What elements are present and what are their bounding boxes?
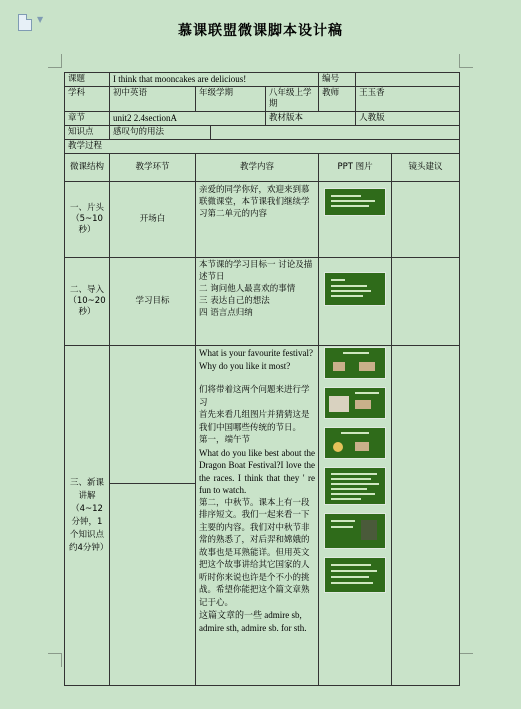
- content-line: What is your favourite festival?: [199, 348, 313, 358]
- row-content: [196, 258, 319, 346]
- subject-value: 初中英语: [110, 87, 196, 112]
- row-content: 亲爱的同学你好，欢迎来到慕联微课堂，本节课我们继续学习第二单元的内容: [196, 182, 319, 258]
- header-ppt: PPT 图片: [319, 154, 392, 182]
- topic-label: 课题: [65, 73, 110, 87]
- knowledge-value: 感叹句的用法: [110, 126, 211, 140]
- slide-preview: [324, 513, 386, 549]
- edition-value: 人教版: [356, 112, 460, 126]
- row-camera: [392, 258, 460, 346]
- knowledge-empty: [211, 126, 460, 140]
- script-table: [64, 72, 460, 686]
- row-phase: 学习目标: [110, 258, 196, 346]
- chapter-value: unit2 2.4sectionA: [110, 112, 266, 126]
- subject-label: 学科: [65, 87, 110, 112]
- topic-row: [65, 73, 460, 87]
- slide-preview: [324, 557, 386, 593]
- table-row: [65, 258, 460, 346]
- crop-mark: [459, 54, 473, 68]
- crop-mark: [459, 653, 473, 667]
- teacher-label: 教师: [319, 87, 356, 112]
- topic-value: I think that mooncakes are delicious!: [110, 73, 319, 87]
- crop-mark: [48, 653, 62, 667]
- ppt-thumbnails: [319, 346, 392, 686]
- teacher-value: 王玉香: [356, 87, 460, 112]
- ppt-thumbnail: [319, 182, 392, 258]
- content-line: 们将带着这两个问题来进行学习: [199, 385, 310, 408]
- slide-preview: [324, 347, 386, 379]
- row-phase: 开场白: [110, 182, 196, 258]
- header-row: [65, 154, 460, 182]
- header-camera: 镜头建议: [392, 154, 460, 182]
- row-camera: [392, 182, 460, 258]
- page-title: 慕课联盟微课脚本设计稿: [178, 23, 343, 39]
- subject-row: [65, 87, 460, 112]
- row-phase: [110, 346, 196, 686]
- edition-label: 教材版本: [266, 112, 356, 126]
- content-line: 二 询问他人最喜欢的事情: [199, 284, 296, 294]
- number-label: 编号: [319, 73, 356, 87]
- content-line: What do you like best about the Dragon Boat Festival?I love the the races. I think that they ' re fun to watch.: [199, 447, 316, 495]
- row-camera: [392, 346, 460, 686]
- table-row: [65, 182, 460, 258]
- table-row: [65, 346, 460, 686]
- chapter-label: 章节: [65, 112, 110, 126]
- number-value: [356, 73, 460, 87]
- row-content: [196, 346, 319, 686]
- slide-preview: [324, 467, 386, 505]
- row-structure: 三、新课讲解（4~12分钟，1个知识点约4分钟）: [65, 346, 110, 686]
- header-structure: 微课结构: [65, 154, 110, 182]
- content-line: 三 表达自己的想法: [199, 296, 270, 306]
- content-line: 第二，中秋节。课本上有一段排序短文。我们一起来看一下主要的内容。我们对中秋节非常的熟悉了，对后羿和嫦娥的故事也是耳熟能详。但用英文把这个故事讲给其它国家的人听时你来说也许是个不小的挑战。希望你能把这个篇文章熟记于心。: [199, 497, 310, 608]
- header-phase: 教学环节: [110, 154, 196, 182]
- content-line: Why do you like it most?: [199, 360, 291, 371]
- content-line: 本节课的学习目标一 讨论及描述节日: [199, 260, 313, 282]
- header-content: 教学内容: [196, 154, 319, 182]
- content-line: 这篇文章的一些 admire sb, admire sth, admire sb. for sth.: [199, 610, 307, 633]
- row-structure: 一、片头（5~10秒）: [65, 182, 110, 258]
- grade-label: 年级学期: [196, 87, 266, 112]
- chevron-down-icon[interactable]: ▼: [37, 15, 44, 24]
- content-line: 第一，端午节: [199, 435, 251, 445]
- chapter-row: [65, 112, 460, 126]
- slide-preview: [324, 387, 386, 419]
- process-label: 教学过程: [65, 140, 460, 154]
- content-line: [199, 372, 315, 384]
- row-structure: 二、导入（10~20秒）: [65, 258, 110, 346]
- slide-preview: [324, 188, 386, 216]
- slide-preview: [324, 427, 386, 459]
- ppt-thumbnail: [319, 258, 392, 346]
- knowledge-row: [65, 126, 460, 140]
- content-line: 四 语言点归纳: [199, 308, 253, 318]
- knowledge-label: 知识点: [65, 126, 110, 140]
- content-line: 首先来看几组图片并猜猜这是我们中国哪些传统的节日。: [199, 410, 310, 433]
- slide-preview: [324, 272, 386, 306]
- grade-value: 八年级上学期: [266, 87, 319, 112]
- crop-mark: [48, 54, 62, 68]
- process-row: [65, 140, 460, 154]
